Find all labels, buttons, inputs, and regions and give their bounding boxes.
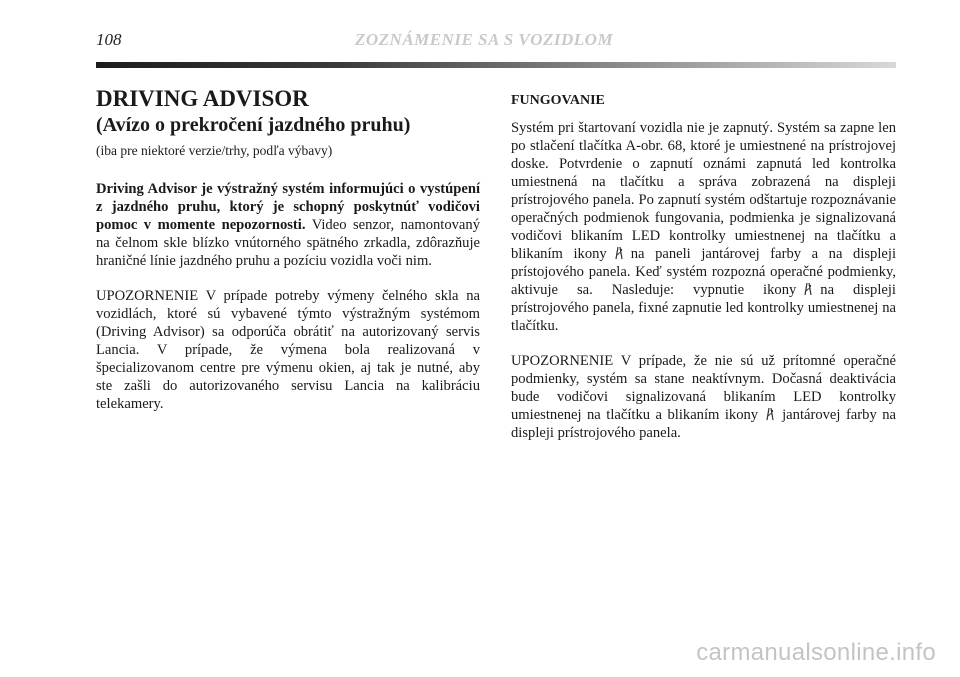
- lane-departure-icon: [802, 282, 814, 296]
- operation-text-a: Systém pri štartovaní vozidla nie je zapnutý. Systém sa zapne len po stlačení tlačítka A-obr. 68, ktoré je umiestnené na prístrojovej doske. Potvrdenie o zapnutí oznámi zapnutá led kontrolka umiestnená na tlačítku a správa zobrazená na displeji prístrojového panela. Po zapnutí systém odštartuje rozpoznávanie operačných podmienok fungovania, podmienka je signalizovaná vodičovi blikaním LED kontrolky umiestnenej na tlačítku a blikaním ikony: [511, 120, 896, 262]
- lane-departure-icon: [764, 407, 776, 421]
- section-title: DRIVING ADVISOR: [96, 86, 309, 111]
- lane-departure-icon: [613, 246, 625, 260]
- operation-paragraph: [511, 119, 896, 335]
- intro-bold-text: Driving Advisor je výstražný systém informujúci o vystúpení z jazdného pruhu, ktorý je schopný poskytnúť vodičovi pomoc v momente nepozornosti.: [96, 181, 480, 233]
- header-rule: [96, 62, 896, 68]
- section-subtitle: (Avízo o prekročení jazdného pruhu): [96, 114, 411, 136]
- running-title: ZOZNÁMENIE SA S VOZIDLOM: [355, 30, 614, 49]
- windshield-warning-paragraph: UPOZORNENIE V prípade potreby výmeny čelného skla na vozidlách, ktoré sú vybavené týmto výstražným systémom (Driving Advisor) sa odporúča obrátiť na autorizovaný servis Lancia. V prípade, že výmena bola realizovaná v špecializovanom centre pre výmenu okien, aj tak je nutné, aby ste zašli do autorizovaného servisu Lancia na kalibráciu telekamery.: [96, 288, 480, 412]
- deactivation-text-a: UPOZORNENIE V prípade, že nie sú už prítomné operačné podmienky, systém sa stane neaktívnym. Dočasná deaktivácia bude vodičovi signalizovaná blikaním LED kontrolky umiestnenej na tlačítku a blikaním ikony: [511, 353, 896, 423]
- site-watermark: carmanualsonline.info: [696, 639, 936, 666]
- operation-text-c: na displeji prístrojového panela, fixné zapnutie led kontrolky umiestnenej na tlačítku.: [511, 282, 896, 334]
- operation-heading: FUNGOVANIE: [511, 93, 605, 108]
- deactivation-warning-paragraph: [511, 352, 896, 442]
- left-column: [96, 86, 480, 430]
- intro-text: Video senzor, namontovaný na čelnom skle blízko vnútorného spätného zrkadla, zdôrazňuje hraničné línie jazdného pruhu a pozíciu vozidla voči nim.: [96, 217, 481, 269]
- operation-text-b: na paneli jantárovej farby a na displeji prístojového panela. Keď systém rozpozná operačné podmienky, aktivuje sa. Nasleduje: vypnutie ikony: [511, 246, 896, 298]
- availability-note: (iba pre niektoré verzie/trhy, podľa výbavy): [96, 143, 333, 158]
- page-number: 108: [96, 30, 122, 49]
- deactivation-text-b: jantárovej farby na displeji prístrojového panela.: [511, 407, 896, 441]
- intro-paragraph: [96, 180, 480, 270]
- right-column: [511, 92, 896, 459]
